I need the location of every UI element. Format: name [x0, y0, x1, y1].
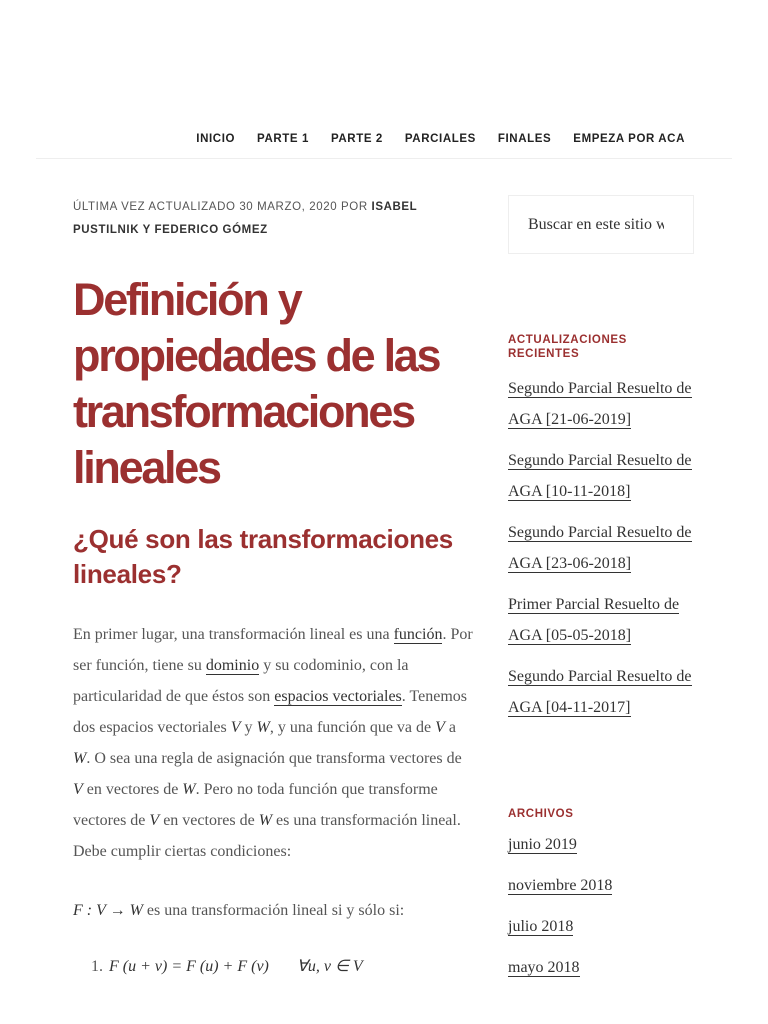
by-label: POR [341, 201, 368, 213]
nav-item-inicio[interactable]: INICIO [196, 133, 236, 145]
recent-updates-title: ACTUALIZACIONES RECIENTES [508, 334, 627, 360]
list-item [508, 911, 696, 942]
nav-item-parciales[interactable]: PARCIALES [404, 133, 476, 145]
recent-post-link[interactable]: Segundo Parcial Resuelto de AGA [10-11-2018] [508, 452, 692, 500]
page-title: Definición y propiedades de las transformaciones lineales [73, 274, 440, 493]
archive-link[interactable]: junio 2019 [508, 836, 577, 853]
archives-list [508, 829, 696, 983]
recent-updates-list [508, 373, 696, 723]
text: es una transformación lineal. Debe cumplir ciertas condiciones: [73, 812, 461, 860]
list-item [508, 661, 696, 723]
archive-link[interactable]: noviembre 2018 [508, 877, 613, 894]
text: en vectores de [159, 812, 259, 829]
list-item [508, 952, 696, 983]
text: . Por ser función, tiene su [73, 626, 473, 674]
search-input[interactable] [509, 196, 679, 253]
archive-link[interactable]: mayo 2018 [508, 959, 580, 976]
conditions-list [91, 956, 475, 976]
nav-item-empeza-por-aca[interactable]: EMPEZA POR ACA [573, 133, 685, 145]
sidebar [508, 195, 696, 993]
condition-formula: F (u + v) = F (u) + F (v) [109, 958, 269, 975]
recent-post-link[interactable]: Primer Parcial Resuelto de AGA [05-05-2018] [508, 596, 680, 644]
math-v: V [230, 719, 241, 736]
link-espacios-vectoriales[interactable]: espacios vectoriales [274, 688, 402, 705]
text: . Pero no toda función que transforme vectores de [73, 781, 438, 829]
link-funcion[interactable]: función [393, 626, 443, 643]
text: en vectores de [82, 781, 183, 798]
text: En primer lugar, una transformación lineal es una [73, 626, 394, 643]
math-v: V [435, 719, 445, 736]
updated-date: 30 MARZO, 2020 [239, 201, 338, 213]
condition-number: 1. [91, 958, 103, 975]
list-item [508, 517, 696, 579]
condition-quantifier: ∀u, v ∈ V [296, 958, 363, 975]
text: . Tenemos dos espacios vectoriales [73, 688, 468, 736]
section-heading: ¿Qué son las transformaciones lineales? [73, 524, 453, 589]
text: y [240, 719, 257, 736]
archive-link[interactable]: julio 2018 [508, 918, 574, 935]
main-content [73, 196, 475, 976]
condition-item [91, 956, 475, 976]
intro-paragraph [73, 619, 475, 867]
math-w: W [182, 781, 196, 798]
entry-authors[interactable]: ISABEL PUSTILNIK Y FEDERICO GÓMEZ [73, 201, 418, 236]
recent-post-link[interactable]: Segundo Parcial Resuelto de AGA [21-06-2019] [508, 380, 692, 428]
recent-post-link[interactable]: Segundo Parcial Resuelto de AGA [23-06-2018] [508, 524, 692, 572]
math-w: W [258, 812, 273, 829]
nav-item-parte-2[interactable]: PARTE 2 [330, 133, 383, 145]
list-item [508, 589, 696, 651]
math-v: V [149, 812, 160, 829]
list-item [508, 829, 696, 860]
text: , y una función que va de [269, 719, 436, 736]
text: a [444, 719, 457, 736]
definition-text: es una transformación lineal si y sólo si: [142, 902, 405, 919]
archives-title: ARCHIVOS [508, 808, 574, 820]
nav-item-finales[interactable]: FINALES [497, 133, 552, 145]
list-item [508, 445, 696, 507]
entry-meta [73, 196, 475, 242]
text: y su codominio, con la particularidad de que éstos son [73, 657, 409, 705]
link-dominio[interactable]: dominio [205, 657, 260, 674]
nav-item-parte-1[interactable]: PARTE 1 [257, 133, 309, 145]
math-v: V [73, 781, 83, 798]
nav-menu [174, 133, 685, 145]
math-mapping: F : V → W [73, 902, 143, 919]
math-w: W [73, 750, 87, 767]
definition-statement [73, 895, 475, 926]
math-w: W [256, 719, 270, 736]
recent-post-link[interactable]: Segundo Parcial Resuelto de AGA [04-11-2017] [508, 668, 692, 716]
list-item [508, 870, 696, 901]
main-navigation [36, 122, 732, 159]
search-form [508, 195, 694, 254]
text: . O sea una regla de asignación que transforma vectores de [86, 750, 462, 767]
updated-label: ÚLTIMA VEZ ACTUALIZADO [73, 201, 236, 213]
list-item [508, 373, 696, 435]
